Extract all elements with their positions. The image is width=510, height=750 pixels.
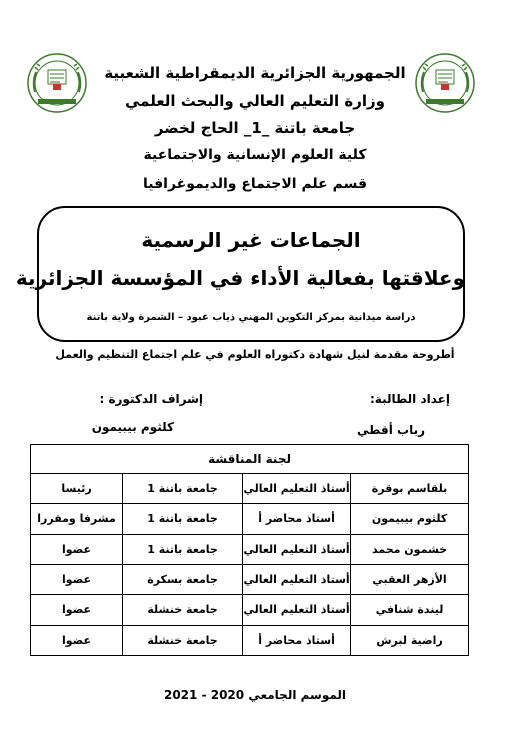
table-row <box>31 534 469 564</box>
member-rank: أستاذ محاضر أ <box>243 504 351 534</box>
member-rank: أستاذ التعليم العالي <box>243 534 351 564</box>
header-department: قسم علم الاجتماع والديموغرافيا <box>143 176 367 192</box>
member-name: بلقاسم بوقرة <box>351 474 469 504</box>
member-university: جامعة باتنة 1 <box>123 504 243 534</box>
member-name: ليندة شنافي <box>351 595 469 625</box>
table-row <box>31 595 469 625</box>
member-role: عضوا <box>31 625 123 655</box>
supervisor-name: كلثوم بيبيمون <box>91 420 174 434</box>
thesis-subtitle: دراسة ميدانية بمركز التكوين المهني ذياب عبود – الشمرة ولاية باتنة <box>86 312 416 323</box>
member-university: جامعة باتنة 1 <box>123 534 243 564</box>
thesis-title-line1: الجماعات غير الرسمية <box>141 228 361 252</box>
member-role: مشرفا ومقررا <box>31 504 123 534</box>
committee-caption: لجنة المناقشة <box>31 445 469 474</box>
member-role: عضوا <box>31 564 123 594</box>
dissertation-note: أطروحة مقدمة لنيل شهادة دكتوراه العلوم في علم اجتماع التنظيم والعمل <box>55 348 455 361</box>
member-role: رئيسا <box>31 474 123 504</box>
member-rank: أستاذ محاضر أ <box>243 625 351 655</box>
member-role: عضوا <box>31 595 123 625</box>
table-row <box>31 504 469 534</box>
header-faculty: كلية العلوم الإنسانية والاجتماعية <box>143 147 367 163</box>
thesis-title-line2: وعلاقتها بفعالية الأداء في المؤسسة الجزائرية <box>15 266 465 290</box>
member-name: كلثوم بيبيمون <box>351 504 469 534</box>
student-name: رباب أقطي <box>357 423 425 437</box>
supervision-label: إشراف الدكتورة : <box>99 392 203 406</box>
header-ministry: وزارة التعليم العالي والبحث العلمي <box>124 92 386 110</box>
member-rank: أستاذ التعليم العالي <box>243 474 351 504</box>
academic-year: الموسم الجامعي 2020 - 2021 <box>163 688 347 702</box>
member-rank: أستاذ التعليم العالي <box>243 564 351 594</box>
member-university: جامعة باتنة 1 <box>123 474 243 504</box>
prepared-by-label: إعداد الطالبة: <box>370 392 450 406</box>
member-university: جامعة خنشلة <box>123 625 243 655</box>
committee-caption-row <box>31 445 469 474</box>
member-name: الأزهر العقبي <box>351 564 469 594</box>
member-name: خشمون محمد <box>351 534 469 564</box>
member-university: جامعة بسكرة <box>123 564 243 594</box>
table-row <box>31 474 469 504</box>
member-university: جامعة خنشلة <box>123 595 243 625</box>
member-name: راضية لبرش <box>351 625 469 655</box>
header-republic: الجمهورية الجزائرية الديمقراطية الشعبية <box>104 64 406 82</box>
table-row <box>31 625 469 655</box>
committee-table <box>30 444 469 656</box>
header-university: جامعة باتنة _1_ الحاج لخضر <box>154 119 356 137</box>
member-rank: أستاذ التعليم العالي <box>243 595 351 625</box>
member-role: عضوا <box>31 534 123 564</box>
table-row <box>31 564 469 594</box>
